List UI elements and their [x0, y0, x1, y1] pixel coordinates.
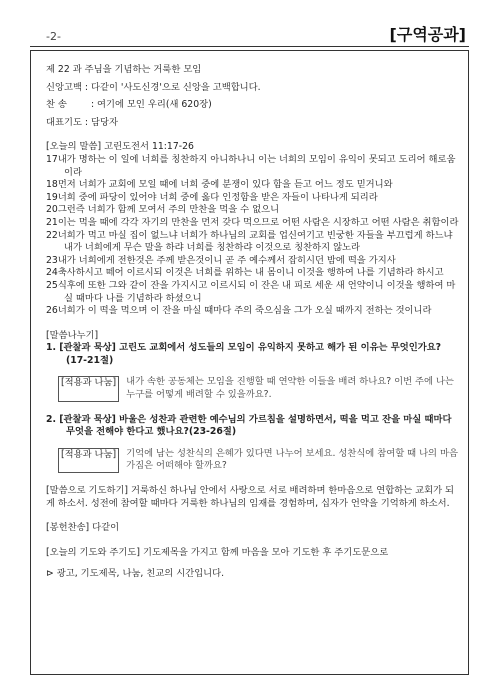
announcement-line — [46, 568, 460, 581]
hymn-label: 찬 송 — [46, 99, 67, 111]
lesson-title: 제 22 과 주님을 기념하는 거룩한 모임 — [46, 64, 202, 75]
closing-prayer-label: [말씀으로 기도하기] — [46, 485, 129, 497]
question-tag-2: [관찰과 묵상] — [59, 413, 116, 425]
verse-18: 18먼저 너희가 교회에 모일 때에 너희 중에 분쟁이 있다 함을 듣고 어느 정도 믿거니와 — [46, 179, 393, 191]
page-number: -2- — [46, 30, 61, 43]
sharing-label: [말씀나누기] — [46, 329, 99, 341]
apply-tag-2: [적용과 나눔] — [58, 448, 119, 473]
question-tag-1: [관찰과 묵상] — [59, 342, 116, 354]
question-number-1: 1. — [46, 342, 57, 354]
apply-text-2: 기억에 남는 성찬식의 은혜가 있다면 나누어 보세요. 성찬식에 참여할 때 나의 마음가짐은 어떠해야 할까요? — [126, 447, 458, 472]
question-number-2: 2. — [46, 413, 57, 425]
section-label: [구역공과] — [389, 25, 466, 44]
verse-20: 20그런즉 너희가 함께 모여서 주의 만찬을 먹을 수 없으니 — [46, 204, 280, 216]
verse-25: 25식후에 또한 그와 같이 잔을 가지시고 이르시되 이 잔은 내 피로 세운 새 언약이니 이것을 행하여 마실 때마다 나를 기념하라 하셨으니 — [46, 279, 456, 304]
apply-tag-1: [적용과 나눔] — [58, 376, 119, 401]
hymn-line — [46, 99, 460, 112]
apply-block-2 — [58, 448, 460, 473]
offering-label: [봉헌찬송] — [46, 522, 90, 534]
creed-text: : 다같이 '사도신경'으로 신앙을 고백합니다. — [84, 81, 261, 93]
sharing-question-2 — [46, 414, 460, 439]
verse-26: 26너희가 이 떡을 먹으며 이 잔을 마실 때마다 주의 죽으심을 그가 오실 때까지 전하는 것이니라 — [46, 305, 432, 317]
sharing-question-1 — [46, 342, 460, 367]
offering-line — [46, 522, 460, 535]
verse-22: 22너희가 먹고 마실 집이 없느냐 너희가 하나님의 교회를 업신여기고 빈궁한 자들을 부끄럽게 하느냐 내가 너희에게 무슨 말을 하랴 너희를 칭찬하랴 이것으로 칭찬하지 않노라 — [46, 229, 453, 254]
verse-24: 24축사하시고 떼어 이르시되 이것은 너희를 위하는 내 몸이니 이것을 행하여 나를 기념하라 하시고 — [46, 267, 444, 279]
prayer-line — [46, 117, 460, 130]
question-text-1: 고린도 교회에서 성도들의 모임이 유익하지 못하고 해가 된 이유는 무엇인가요?(17-21절) — [66, 342, 442, 366]
intercession-label: [오늘의 기도와 주기도] — [46, 546, 140, 558]
intercession-line — [46, 547, 460, 560]
closing-prayer — [46, 485, 460, 510]
prayer-text: : 담당자 — [84, 116, 118, 128]
hymn-text: : 여기에 모인 우리(새 620장) — [90, 99, 212, 111]
apply-block-1 — [58, 376, 460, 401]
prayer-label: 대표기도 — [46, 116, 82, 128]
verse-23: 23내가 너희에게 전한것은 주께 받은것이니 곧 주 예수께서 잡히시던 밤에 떡을 가지사 — [46, 254, 396, 266]
apply-text-1: 내가 속한 공동체는 모임을 진행할 때 연약한 이들을 배려 하나요? 이번 주에 나는 누구를 어떻게 배려할 수 있을까요?. — [126, 376, 454, 401]
scripture-header — [46, 141, 460, 154]
closing-prayer-text: 거룩하신 하나님 안에서 사랑으로 서로 배려하며 한마음으로 연합하는 교회가 되게 하소서. 성전에 참여할 때마다 거룩한 하나님의 임재를 경험하며, 십자가 언약을 기억하게 하소서. — [46, 485, 454, 509]
creed-line — [46, 82, 460, 95]
verse-19: 19너희 중에 파당이 있어야 너희 중에 옳다 인정함을 받은 자들이 나타나게 되리라 — [46, 191, 378, 203]
scripture-reference: 고린도전서 11:17-26 — [104, 141, 194, 153]
frame-top-rule — [30, 46, 469, 47]
question-text-2: 바울은 성찬과 관련한 예수님의 가르침을 설명하면서, 떡을 먹고 잔을 마실 때마다 무엇을 전해야 한다고 했나요?(23-26절) — [66, 413, 452, 438]
lesson-content — [46, 64, 460, 581]
offering-text: 다같이 — [92, 522, 120, 534]
verse-21: 21이는 먹을 때에 각각 자기의 만찬을 먼저 갖다 먹으므로 어떤 사람은 시장하고 어떤 사람은 취함이라 — [46, 216, 459, 228]
announcement-text: 광고, 기도제목, 나눔, 친교의 시간입니다. — [56, 568, 225, 580]
pointer-icon: ⊳ — [46, 568, 54, 580]
verse-17: 17내가 명하는 이 일에 너희를 칭찬하지 아니하나니 이는 너희의 모임이 유익이 못되고 도리어 해로움이라 — [46, 153, 456, 178]
creed-label: 신앙고백 — [46, 81, 82, 93]
scripture-label: [오늘의 말씀] — [46, 141, 102, 153]
intercession-text: 기도제목을 가지고 함께 마음을 모아 기도한 후 주기도문으로 — [142, 546, 389, 558]
